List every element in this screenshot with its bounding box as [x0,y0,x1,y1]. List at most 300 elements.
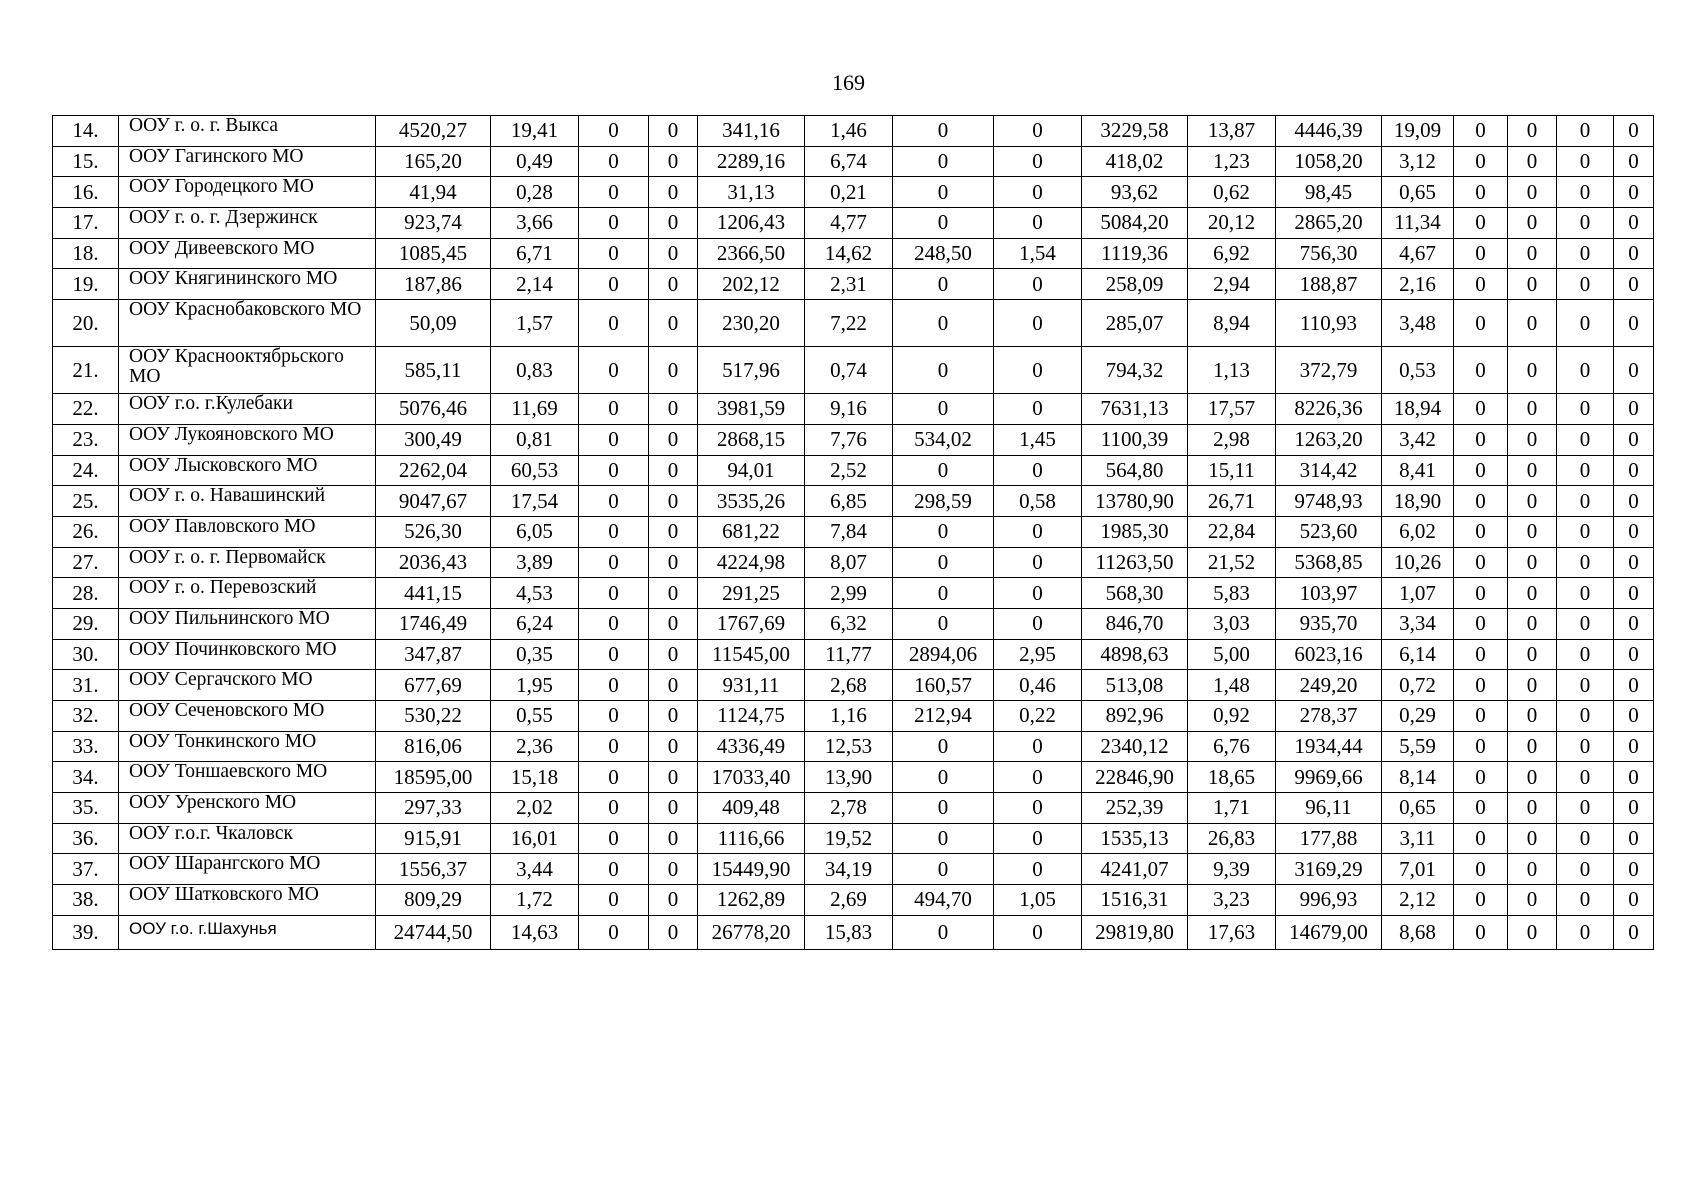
value-cell: 0 [994,547,1082,578]
value-cell: 0 [579,885,649,916]
value-cell: 3,03 [1188,608,1276,639]
value-cell: 0 [1508,670,1557,701]
value-cell: 0 [649,424,698,455]
value-cell: 3,89 [491,547,579,578]
organization-name-cell: ООУ г. о. Перевозский [119,578,376,609]
value-cell: 0 [579,486,649,517]
value-cell: 4898,63 [1082,639,1188,670]
value-cell: 0 [649,347,698,394]
value-cell: 0 [579,116,649,147]
value-cell: 0 [579,269,649,300]
value-cell: 4446,39 [1276,116,1382,147]
row-number-cell: 18. [53,238,119,269]
value-cell: 41,94 [376,177,491,208]
organization-name-cell: ООУ Гагинского МО [119,146,376,177]
value-cell: 1,46 [805,116,893,147]
value-cell: 0 [1557,547,1614,578]
value-cell: 4336,49 [698,731,805,762]
value-cell: 26,71 [1188,486,1276,517]
value-cell: 0 [1557,516,1614,547]
value-cell: 0 [893,116,994,147]
table-row [53,394,1654,425]
value-cell: 0 [649,639,698,670]
value-cell: 258,09 [1082,269,1188,300]
value-cell: 0 [893,547,994,578]
organization-name-cell: ООУ г. о. г. Выкса [119,116,376,147]
value-cell: 13,90 [805,762,893,793]
value-cell: 0,92 [1188,701,1276,732]
table-row [53,793,1654,824]
value-cell: 0 [1557,608,1614,639]
value-cell: 0 [1614,177,1654,208]
organization-name-cell: ООУ Тонкинского МО [119,731,376,762]
value-cell: 18595,00 [376,762,491,793]
value-cell: 0 [1614,424,1654,455]
value-cell: 9,39 [1188,854,1276,885]
value-cell: 0 [1454,177,1508,208]
value-cell: 1100,39 [1082,424,1188,455]
value-cell: 0 [649,823,698,854]
value-cell: 0,65 [1382,177,1454,208]
value-cell: 915,91 [376,823,491,854]
value-cell: 0 [1557,578,1614,609]
row-number-cell: 36. [53,823,119,854]
table-row [53,146,1654,177]
value-cell: 0 [994,516,1082,547]
table-row [53,516,1654,547]
value-cell: 0 [1614,854,1654,885]
value-cell: 11,69 [491,394,579,425]
value-cell: 0 [1557,238,1614,269]
value-cell: 0 [1557,823,1614,854]
value-cell: 0 [649,486,698,517]
value-cell: 0 [1508,701,1557,732]
row-number-cell: 20. [53,300,119,347]
value-cell: 0 [994,116,1082,147]
value-cell: 2894,06 [893,639,994,670]
value-cell: 8,07 [805,547,893,578]
value-cell: 0 [579,578,649,609]
table-row [53,762,1654,793]
value-cell: 1,71 [1188,793,1276,824]
value-cell: 22846,90 [1082,762,1188,793]
value-cell: 0 [1614,208,1654,239]
value-cell: 7631,13 [1082,394,1188,425]
value-cell: 18,65 [1188,762,1276,793]
value-cell: 9047,67 [376,486,491,517]
value-cell: 9748,93 [1276,486,1382,517]
value-cell: 0 [649,516,698,547]
value-cell: 0 [1557,731,1614,762]
value-cell: 0,35 [491,639,579,670]
organization-name-cell: ООУ г.о. г.Кулебаки [119,394,376,425]
row-number-cell: 39. [53,915,119,949]
value-cell: 0 [1557,424,1614,455]
value-cell: 1262,89 [698,885,805,916]
value-cell: 17,63 [1188,915,1276,949]
value-cell: 0 [579,547,649,578]
value-cell: 110,93 [1276,300,1382,347]
value-cell: 0 [1557,854,1614,885]
value-cell: 0 [893,731,994,762]
value-cell: 0 [649,885,698,916]
value-cell: 3981,59 [698,394,805,425]
value-cell: 2865,20 [1276,208,1382,239]
value-cell: 103,97 [1276,578,1382,609]
value-cell: 98,45 [1276,177,1382,208]
value-cell: 0 [1508,238,1557,269]
value-cell: 418,02 [1082,146,1188,177]
value-cell: 3535,26 [698,486,805,517]
table-row [53,424,1654,455]
value-cell: 0,53 [1382,347,1454,394]
value-cell: 0 [1557,177,1614,208]
table-row [53,177,1654,208]
value-cell: 0 [1508,269,1557,300]
value-cell: 0 [1508,455,1557,486]
organization-name-cell: ООУ г.о. г.Шахунья [119,915,376,949]
value-cell: 0 [649,116,698,147]
value-cell: 0 [579,238,649,269]
value-cell: 1516,31 [1082,885,1188,916]
value-cell: 0 [1454,455,1508,486]
value-cell: 0 [649,731,698,762]
table-row [53,854,1654,885]
value-cell: 0 [579,455,649,486]
value-cell: 0 [1454,731,1508,762]
value-cell: 0 [893,578,994,609]
value-cell: 5,59 [1382,731,1454,762]
value-cell: 230,20 [698,300,805,347]
value-cell: 0 [649,238,698,269]
value-cell: 0 [893,762,994,793]
value-cell: 0 [1508,547,1557,578]
value-cell: 2,94 [1188,269,1276,300]
table-row [53,670,1654,701]
row-number-cell: 25. [53,486,119,517]
organization-name-cell: ООУ Дивеевского МО [119,238,376,269]
value-cell: 2,98 [1188,424,1276,455]
value-cell: 0 [893,915,994,949]
value-cell: 31,13 [698,177,805,208]
organization-name-cell: ООУ Городецкого МО [119,177,376,208]
value-cell: 14,62 [805,238,893,269]
value-cell: 0 [1557,639,1614,670]
value-cell: 0 [893,177,994,208]
value-cell: 513,08 [1082,670,1188,701]
value-cell: 0 [994,177,1082,208]
value-cell: 996,93 [1276,885,1382,916]
value-cell: 297,33 [376,793,491,824]
value-cell: 1934,44 [1276,731,1382,762]
value-cell: 285,07 [1082,300,1188,347]
value-cell: 3,11 [1382,823,1454,854]
value-cell: 0 [1454,608,1508,639]
value-cell: 2289,16 [698,146,805,177]
value-cell: 0 [649,208,698,239]
value-cell: 0 [579,793,649,824]
value-cell: 2,02 [491,793,579,824]
value-cell: 0 [649,670,698,701]
value-cell: 1,05 [994,885,1082,916]
value-cell: 0 [1508,300,1557,347]
value-cell: 34,19 [805,854,893,885]
table-row [53,578,1654,609]
value-cell: 2,16 [1382,269,1454,300]
organization-name-cell: ООУ г. о. г. Дзержинск [119,208,376,239]
value-cell: 0 [579,516,649,547]
value-cell: 0 [1557,486,1614,517]
value-cell: 0 [893,823,994,854]
value-cell: 0 [994,208,1082,239]
value-cell: 3,44 [491,854,579,885]
value-cell: 0 [1508,394,1557,425]
value-cell: 0 [1508,823,1557,854]
value-cell: 0 [579,177,649,208]
value-cell: 6,02 [1382,516,1454,547]
value-cell: 935,70 [1276,608,1382,639]
row-number-cell: 16. [53,177,119,208]
value-cell: 3,42 [1382,424,1454,455]
value-cell: 0 [1614,300,1654,347]
value-cell: 0 [1614,238,1654,269]
value-cell: 14679,00 [1276,915,1382,949]
value-cell: 0 [893,208,994,239]
value-cell: 8,94 [1188,300,1276,347]
value-cell: 0 [1557,455,1614,486]
value-cell: 8,14 [1382,762,1454,793]
value-cell: 0 [1614,731,1654,762]
value-cell: 0 [1557,208,1614,239]
value-cell: 0 [1508,793,1557,824]
value-cell: 8,68 [1382,915,1454,949]
value-cell: 96,11 [1276,793,1382,824]
value-cell: 6,14 [1382,639,1454,670]
organization-name-cell: ООУ Павловского МО [119,516,376,547]
value-cell: 6,92 [1188,238,1276,269]
value-cell: 0 [579,670,649,701]
value-cell: 0 [649,915,698,949]
value-cell: 0 [1508,762,1557,793]
value-cell: 0,29 [1382,701,1454,732]
value-cell: 248,50 [893,238,994,269]
value-cell: 0 [1508,639,1557,670]
value-cell: 0,83 [491,347,579,394]
value-cell: 26,83 [1188,823,1276,854]
value-cell: 300,49 [376,424,491,455]
value-cell: 2,36 [491,731,579,762]
value-cell: 0 [579,146,649,177]
value-cell: 0 [1454,547,1508,578]
value-cell: 16,01 [491,823,579,854]
row-number-cell: 24. [53,455,119,486]
value-cell: 1556,37 [376,854,491,885]
value-cell: 0 [1614,394,1654,425]
value-cell: 6,74 [805,146,893,177]
value-cell: 0 [1454,300,1508,347]
page-number: 169 [832,70,865,95]
value-cell: 0 [1614,116,1654,147]
value-cell: 0 [1508,516,1557,547]
value-cell: 24744,50 [376,915,491,949]
value-cell: 26778,20 [698,915,805,949]
value-cell: 0 [649,177,698,208]
value-cell: 1767,69 [698,608,805,639]
value-cell: 0 [1454,639,1508,670]
value-cell: 0 [1454,793,1508,824]
table-row [53,269,1654,300]
value-cell: 2,95 [994,639,1082,670]
value-cell: 5368,85 [1276,547,1382,578]
value-cell: 0 [1557,915,1614,949]
value-cell: 0 [1508,885,1557,916]
value-cell: 0 [994,269,1082,300]
value-cell: 0 [1614,269,1654,300]
table-row [53,639,1654,670]
value-cell: 5076,46 [376,394,491,425]
value-cell: 931,11 [698,670,805,701]
value-cell: 0 [1508,146,1557,177]
value-cell: 17,57 [1188,394,1276,425]
value-cell: 0 [1454,146,1508,177]
value-cell: 0 [893,516,994,547]
value-cell: 0 [994,793,1082,824]
table-row [53,915,1654,949]
value-cell: 0 [1614,486,1654,517]
table-row [53,238,1654,269]
value-cell: 6,85 [805,486,893,517]
value-cell: 3,23 [1188,885,1276,916]
row-number-cell: 33. [53,731,119,762]
value-cell: 0 [1454,701,1508,732]
value-cell: 347,87 [376,639,491,670]
value-cell: 0 [1614,762,1654,793]
value-cell: 2,78 [805,793,893,824]
value-cell: 0 [1557,269,1614,300]
organization-name-cell: ООУ Пильнинского МО [119,608,376,639]
value-cell: 2,31 [805,269,893,300]
value-cell: 0 [994,608,1082,639]
value-cell: 2,68 [805,670,893,701]
value-cell: 0 [579,915,649,949]
value-cell: 11545,00 [698,639,805,670]
value-cell: 0 [1454,885,1508,916]
value-cell: 0 [579,701,649,732]
value-cell: 1119,36 [1082,238,1188,269]
value-cell: 11,77 [805,639,893,670]
value-cell: 0 [1454,424,1508,455]
value-cell: 0 [994,455,1082,486]
value-cell: 0 [1508,731,1557,762]
value-cell: 0,28 [491,177,579,208]
value-cell: 0 [579,394,649,425]
value-cell: 7,76 [805,424,893,455]
value-cell: 0,72 [1382,670,1454,701]
value-cell: 0 [1508,608,1557,639]
value-cell: 0 [579,608,649,639]
value-cell: 0 [994,823,1082,854]
value-cell: 0 [1557,347,1614,394]
value-cell: 4,53 [491,578,579,609]
value-cell: 1085,45 [376,238,491,269]
value-cell: 50,09 [376,300,491,347]
value-cell: 0 [649,854,698,885]
value-cell: 1,07 [1382,578,1454,609]
value-cell: 19,52 [805,823,893,854]
row-number-cell: 26. [53,516,119,547]
value-cell: 3,48 [1382,300,1454,347]
value-cell: 1,54 [994,238,1082,269]
value-cell: 0 [1508,854,1557,885]
value-cell: 1746,49 [376,608,491,639]
table-body [53,116,1654,950]
value-cell: 5,83 [1188,578,1276,609]
value-cell: 160,57 [893,670,994,701]
value-cell: 0 [994,394,1082,425]
value-cell: 0 [1454,394,1508,425]
value-cell: 2,69 [805,885,893,916]
value-cell: 0,62 [1188,177,1276,208]
value-cell: 1,95 [491,670,579,701]
value-cell: 1,13 [1188,347,1276,394]
value-cell: 585,11 [376,347,491,394]
value-cell: 0 [893,793,994,824]
value-cell: 0,81 [491,424,579,455]
value-cell: 0 [649,793,698,824]
value-cell: 0,49 [491,146,579,177]
value-cell: 0 [649,455,698,486]
value-cell: 0 [579,347,649,394]
value-cell: 0 [1508,177,1557,208]
value-cell: 0 [1454,762,1508,793]
value-cell: 291,25 [698,578,805,609]
value-cell: 0 [1454,486,1508,517]
value-cell: 0 [1454,578,1508,609]
value-cell: 60,53 [491,455,579,486]
row-number-cell: 31. [53,670,119,701]
row-number-cell: 17. [53,208,119,239]
value-cell: 0 [1557,146,1614,177]
value-cell: 809,29 [376,885,491,916]
value-cell: 530,22 [376,701,491,732]
value-cell: 0 [1614,639,1654,670]
organization-name-cell: ООУ Тоншаевского МО [119,762,376,793]
value-cell: 0 [893,394,994,425]
value-cell: 0,58 [994,486,1082,517]
value-cell: 0 [649,300,698,347]
value-cell: 677,69 [376,670,491,701]
value-cell: 6,76 [1188,731,1276,762]
table-row [53,823,1654,854]
value-cell: 187,86 [376,269,491,300]
value-cell: 0 [1557,762,1614,793]
value-cell: 1,72 [491,885,579,916]
value-cell: 17033,40 [698,762,805,793]
value-cell: 0 [649,578,698,609]
value-cell: 0 [994,762,1082,793]
value-cell: 1985,30 [1082,516,1188,547]
value-cell: 0 [649,146,698,177]
organization-name-cell: ООУ Шарангского МО [119,854,376,885]
organization-name-cell: ООУ Краснобаковского МО [119,300,376,347]
value-cell: 923,74 [376,208,491,239]
value-cell: 523,60 [1276,516,1382,547]
value-cell: 0 [1454,915,1508,949]
value-cell: 0 [893,300,994,347]
value-cell: 756,30 [1276,238,1382,269]
value-cell: 0 [994,300,1082,347]
value-cell: 3,34 [1382,608,1454,639]
